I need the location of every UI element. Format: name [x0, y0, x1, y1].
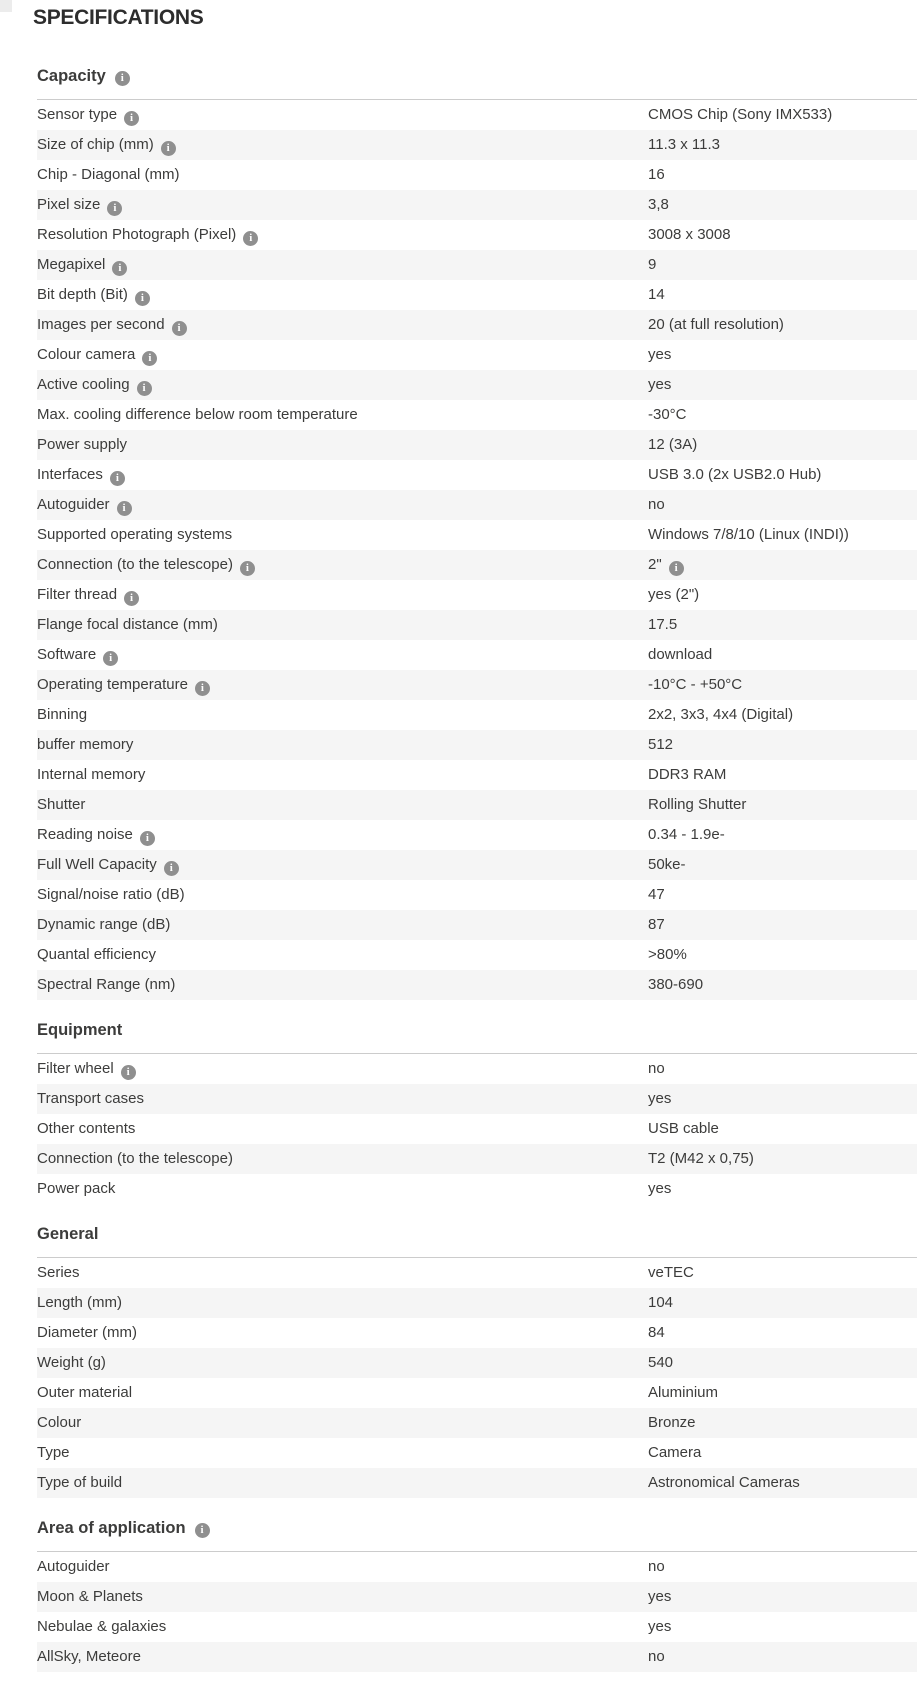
spec-label: Outer material	[37, 1384, 133, 1401]
spec-value: USB 3.0 (2x USB2.0 Hub)	[648, 466, 822, 483]
spec-value: DDR3 RAM	[648, 766, 727, 783]
spec-row	[37, 1438, 917, 1468]
section-title: Area of application	[37, 1519, 186, 1537]
spec-value: 3,8	[648, 196, 669, 213]
spec-row	[37, 1174, 917, 1204]
spec-label: Full Well Capacity	[37, 856, 157, 873]
spec-row	[37, 610, 917, 640]
info-icon[interactable]: i	[243, 231, 258, 246]
info-icon[interactable]: i	[121, 1065, 136, 1080]
spec-label: Operating temperature	[37, 676, 188, 693]
info-icon[interactable]: i	[140, 831, 155, 846]
spec-row	[37, 970, 917, 1000]
spec-section	[37, 1018, 917, 1204]
spec-label: Transport cases	[37, 1090, 144, 1107]
info-icon[interactable]: i	[172, 321, 187, 336]
spec-value: yes	[648, 1588, 672, 1605]
spec-label: Autoguider	[37, 496, 110, 513]
info-icon[interactable]: i	[137, 381, 152, 396]
info-icon[interactable]: i	[669, 561, 684, 576]
spec-row	[37, 250, 917, 280]
spec-label: Resolution Photograph (Pixel)	[37, 226, 237, 243]
spec-row	[37, 310, 917, 340]
spec-value: 20 (at full resolution)	[648, 316, 784, 333]
spec-row	[37, 850, 917, 880]
spec-label: Bit depth (Bit)	[37, 286, 128, 303]
spec-label: Colour	[37, 1414, 82, 1431]
info-icon[interactable]: i	[240, 561, 255, 576]
spec-label: AllSky, Meteore	[37, 1648, 141, 1665]
spec-value: 17.5	[648, 616, 678, 633]
spec-value: no	[648, 1060, 665, 1077]
spec-row	[37, 100, 917, 130]
spec-value: download	[648, 646, 713, 663]
spec-value: 2"	[648, 556, 662, 573]
spec-value: Astronomical Cameras	[648, 1474, 800, 1491]
spec-label: Filter wheel	[37, 1060, 114, 1077]
spec-label: Other contents	[37, 1120, 136, 1137]
spec-row	[37, 490, 917, 520]
section-title: Equipment	[37, 1021, 123, 1039]
spec-value: 14	[648, 286, 665, 303]
spec-value: no	[648, 496, 665, 513]
spec-label: Filter thread	[37, 586, 118, 603]
spec-label: Connection (to the telescope)	[37, 1150, 233, 1167]
spec-value: 104	[648, 1294, 674, 1311]
spec-row	[37, 1612, 917, 1642]
spec-row	[37, 1054, 917, 1084]
spec-label: Flange focal distance (mm)	[37, 616, 218, 633]
spec-label: buffer memory	[37, 736, 134, 753]
spec-row	[37, 730, 917, 760]
spec-label: Nebulae & galaxies	[37, 1618, 167, 1635]
spec-value: CMOS Chip (Sony IMX533)	[648, 106, 833, 123]
spec-label: Shutter	[37, 796, 86, 813]
spec-row	[37, 940, 917, 970]
spec-label: Power supply	[37, 436, 128, 453]
spec-value: no	[648, 1648, 665, 1665]
info-icon[interactable]: i	[124, 591, 139, 606]
spec-value: yes	[648, 1618, 672, 1635]
spec-value: 50ke-	[648, 856, 686, 873]
info-icon[interactable]: i	[164, 861, 179, 876]
spec-value: yes	[648, 1090, 672, 1107]
info-icon[interactable]: i	[195, 1523, 210, 1538]
spec-row	[37, 400, 917, 430]
spec-label: Diameter (mm)	[37, 1324, 137, 1341]
spec-row	[37, 1258, 917, 1288]
info-icon[interactable]: i	[110, 471, 125, 486]
spec-row	[37, 430, 917, 460]
spec-value: Camera	[648, 1444, 702, 1461]
spec-value: 12 (3A)	[648, 436, 698, 453]
spec-value: 47	[648, 886, 665, 903]
spec-label: Binning	[37, 706, 88, 723]
spec-row	[37, 820, 917, 850]
spec-rows	[37, 1258, 917, 1498]
spec-value: 3008 x 3008	[648, 226, 731, 243]
spec-rows	[37, 1552, 917, 1672]
spec-label: Size of chip (mm)	[37, 136, 154, 153]
spec-label: Internal memory	[37, 766, 146, 783]
spec-label: Megapixel	[37, 256, 106, 273]
spec-value: 512	[648, 736, 674, 753]
info-icon[interactable]: i	[195, 681, 210, 696]
spec-label: Pixel size	[37, 196, 101, 213]
spec-row	[37, 670, 917, 700]
spec-rows	[37, 1054, 917, 1204]
spec-label: Type of build	[37, 1474, 123, 1491]
spec-value: 84	[648, 1324, 665, 1341]
spec-value: yes (2")	[648, 586, 700, 603]
spec-row	[37, 700, 917, 730]
spec-label: Quantal efficiency	[37, 946, 156, 963]
spec-row	[37, 1468, 917, 1498]
spec-value: USB cable	[648, 1120, 719, 1137]
spec-row	[37, 190, 917, 220]
spec-label: Series	[37, 1264, 80, 1281]
spec-row	[37, 880, 917, 910]
spec-label: Autoguider	[37, 1558, 110, 1575]
spec-value: 2x2, 3x3, 4x4 (Digital)	[648, 706, 794, 723]
spec-rows	[37, 100, 917, 1000]
spec-label: Chip - Diagonal (mm)	[37, 166, 180, 183]
spec-row	[37, 130, 917, 160]
spec-row	[37, 1114, 917, 1144]
spec-row	[37, 1084, 917, 1114]
spec-row	[37, 1552, 917, 1582]
corner-artifact	[0, 0, 12, 12]
spec-label: Reading noise	[37, 826, 133, 843]
spec-value: no	[648, 1558, 665, 1575]
spec-row	[37, 1144, 917, 1174]
section-title: Capacity	[37, 67, 106, 85]
spec-value: T2 (M42 x 0,75)	[648, 1150, 754, 1167]
spec-value: 16	[648, 166, 665, 183]
spec-label: Software	[37, 646, 97, 663]
info-icon[interactable]: i	[107, 201, 122, 216]
spec-row	[37, 370, 917, 400]
info-icon[interactable]: i	[142, 351, 157, 366]
spec-label: Sensor type	[37, 106, 118, 123]
spec-row	[37, 1642, 917, 1672]
info-icon[interactable]: i	[117, 501, 132, 516]
spec-value: -30°C	[648, 406, 687, 423]
spec-row	[37, 1288, 917, 1318]
spec-label: Type	[37, 1444, 70, 1461]
info-icon[interactable]: i	[115, 71, 130, 86]
spec-row	[37, 1378, 917, 1408]
spec-value: Bronze	[648, 1414, 696, 1431]
spec-value: yes	[648, 376, 672, 393]
info-icon[interactable]: i	[112, 261, 127, 276]
spec-row	[37, 520, 917, 550]
spec-row	[37, 1348, 917, 1378]
spec-row	[37, 910, 917, 940]
spec-value: 87	[648, 916, 665, 933]
spec-value: 380-690	[648, 976, 704, 993]
spec-label: Signal/noise ratio (dB)	[37, 886, 185, 903]
spec-value: Rolling Shutter	[648, 796, 747, 813]
spec-label: Images per second	[37, 316, 165, 333]
info-icon[interactable]: i	[135, 291, 150, 306]
spec-value: veTEC	[648, 1264, 694, 1281]
spec-label: Spectral Range (nm)	[37, 976, 176, 993]
spec-section	[37, 64, 917, 1000]
spec-row	[37, 1318, 917, 1348]
spec-value: 11.3 x 11.3	[648, 136, 720, 153]
spec-row	[37, 760, 917, 790]
spec-label: Connection (to the telescope)	[37, 556, 233, 573]
spec-label: Moon & Planets	[37, 1588, 143, 1605]
spec-value: 9	[648, 256, 657, 273]
spec-value: yes	[648, 1180, 672, 1197]
spec-label: Interfaces	[37, 466, 103, 483]
spec-value: 540	[648, 1354, 674, 1371]
info-icon[interactable]: i	[124, 111, 139, 126]
spec-row	[37, 1408, 917, 1438]
spec-value: Aluminium	[648, 1384, 719, 1401]
spec-section	[37, 1516, 917, 1672]
spec-label: Supported operating systems	[37, 526, 233, 543]
spec-label: Power pack	[37, 1180, 116, 1197]
spec-value: Windows 7/8/10 (Linux (INDI))	[648, 526, 849, 543]
spec-row	[37, 460, 917, 490]
spec-value: -10°C - +50°C	[648, 676, 743, 693]
spec-row	[37, 1582, 917, 1612]
spec-label: Length (mm)	[37, 1294, 123, 1311]
spec-row	[37, 790, 917, 820]
spec-row	[37, 640, 917, 670]
spec-value: >80%	[648, 946, 687, 963]
spec-row	[37, 160, 917, 190]
spec-row	[37, 220, 917, 250]
spec-label: Dynamic range (dB)	[37, 916, 171, 933]
spec-label: Active cooling	[37, 376, 130, 393]
spec-label: Colour camera	[37, 346, 136, 363]
spec-row	[37, 580, 917, 610]
spec-label: Max. cooling difference below room temperature	[37, 406, 358, 423]
spec-row	[37, 550, 917, 580]
spec-row	[37, 280, 917, 310]
section-title: General	[37, 1225, 99, 1243]
spec-row	[37, 340, 917, 370]
spec-value: 0.34 - 1.9e-	[648, 826, 725, 843]
page-title: SPECIFICATIONS	[33, 6, 204, 29]
spec-label: Weight (g)	[37, 1354, 106, 1371]
spec-sections	[37, 64, 917, 1672]
spec-value: yes	[648, 346, 672, 363]
info-icon[interactable]: i	[103, 651, 118, 666]
spec-section	[37, 1222, 917, 1498]
info-icon[interactable]: i	[161, 141, 176, 156]
